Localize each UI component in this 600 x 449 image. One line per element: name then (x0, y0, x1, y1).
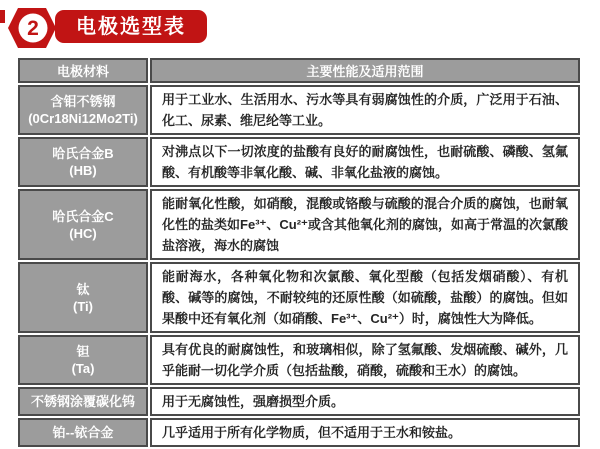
table-row (18, 189, 580, 260)
description-cell: 用于无腐蚀性，强磨损型介质。 (150, 387, 580, 416)
material-code: (HC) (69, 225, 97, 241)
material-code: (Ta) (71, 361, 95, 376)
description-cell: 用于工业水、生活用水、污水等具有弱腐蚀性的介质，广泛用于石油、化工、尿素、维尼纶等工业。 (150, 85, 580, 135)
material-code: (0Cr18Ni12Mo2Ti) (28, 111, 138, 126)
material-name: 含钼不锈钢 (50, 94, 116, 109)
table-row (18, 137, 580, 187)
material-name: 钛 (76, 281, 90, 297)
section-number-badge-icon (5, 5, 57, 51)
material-cell (18, 262, 148, 333)
description-cell: 对沸点以下一切浓度的盐酸有良好的耐腐蚀性，也耐硫酸、磷酸、氢氟酸、有机酸等非氧化酸、碱、非氧化盐液的腐蚀。 (150, 137, 580, 187)
column-header-material: 电极材料 (18, 58, 148, 83)
table-row (18, 418, 580, 447)
material-name: 哈氏合金C (52, 208, 114, 224)
description-cell: 几乎适用于所有化学物质，但不适用于王水和铵盐。 (150, 418, 580, 447)
material-code: (HB) (69, 163, 97, 178)
table-row (18, 262, 580, 333)
page-title: 电极选型表 (76, 15, 186, 38)
material-name: 不锈钢涂覆碳化钨 (30, 394, 135, 409)
description-cell: 能耐氧化性酸，如硝酸，混酸或铬酸与硫酸的混合介质的腐蚀，也耐氧化性的盐类如Fe³⁺、Cu²⁺或含其他氧化剂的腐蚀，如高于常温的次氯酸盐溶液，海水的腐蚀 (150, 189, 580, 260)
description-cell: 具有优良的耐腐蚀性，和玻璃相似，除了氢氟酸、发烟硫酸、碱外，几乎能耐一切化学介质（包括盐酸，硝酸，硫酸和王水）的腐蚀。 (150, 335, 580, 385)
section-title-banner (55, 10, 207, 43)
page-header (0, 0, 600, 56)
material-cell (18, 335, 148, 385)
material-cell (18, 189, 148, 260)
electrode-selection-table (16, 56, 582, 449)
material-cell (18, 137, 148, 187)
badge-number: 2 (27, 17, 39, 40)
description-cell: 能耐海水，各种氧化物和次氯酸、氧化型酸（包括发烟硝酸）、有机酸、碱等的腐蚀，不耐较纯的还原性酸（如硫酸，盐酸）的腐蚀。但如果酸中还有氧化剂（如硝酸、Fe³⁺、Cu²⁺）时，腐蚀性大为降低。 (150, 262, 580, 333)
table-row (18, 85, 580, 135)
material-name: 哈氏合金B (52, 146, 114, 161)
material-code: (Ti) (73, 298, 93, 314)
material-name: 铂--铱合金 (52, 425, 114, 440)
material-cell (18, 418, 148, 447)
column-header-performance: 主要性能及适用范围 (150, 58, 580, 83)
table-row (18, 387, 580, 416)
material-cell (18, 85, 148, 135)
table-header-row (18, 58, 580, 83)
table-row (18, 335, 580, 385)
material-cell (18, 387, 148, 416)
material-name: 钽 (76, 344, 90, 359)
